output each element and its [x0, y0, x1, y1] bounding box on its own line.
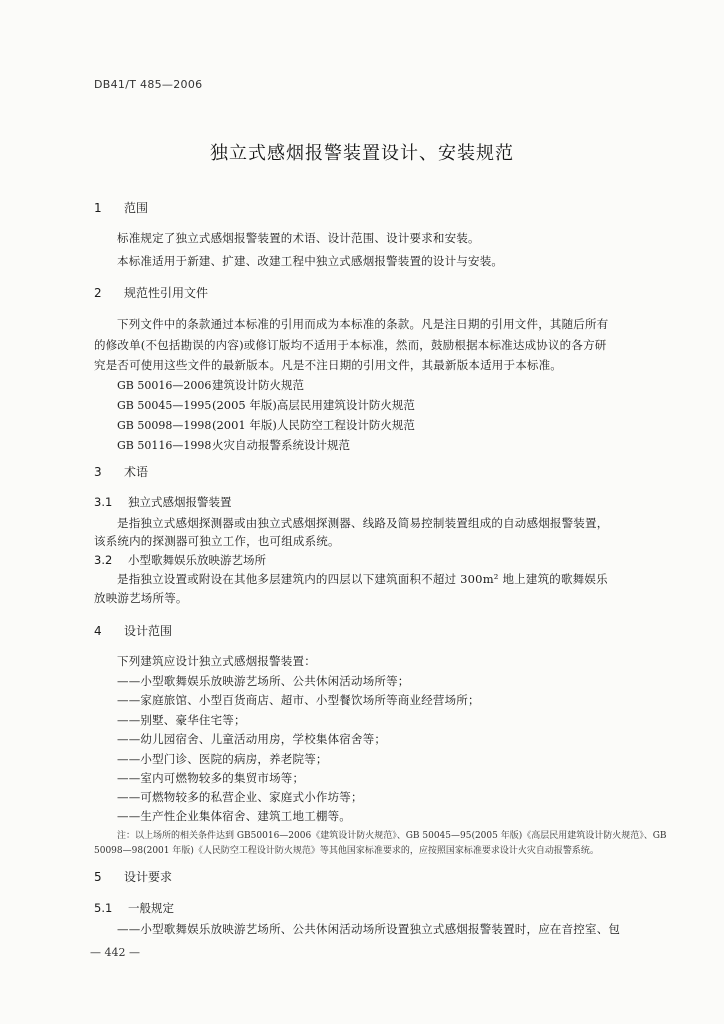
section-1-line-1: 标准规定了独立式感烟报警装置的术语、设计范围、设计要求和安装。 — [117, 231, 480, 245]
page-number: — 442 — — [90, 946, 140, 959]
section-2-line-3: 究是否可使用这些文件的最新版本。凡是不注日期的引用文件，其最新版本适用于本标准。 — [94, 358, 562, 372]
section-2-heading: 2 规范性引用文件 — [94, 286, 209, 300]
section-4-note-line-1: 注：以上场所的相关条件达到 GB50016—2006《建筑设计防火规范》、GB 50045—95(2005 年版)《高层民用建筑设计防火规范》、GB — [117, 831, 667, 841]
section-4-list-item: ——小型歌舞娱乐放映游艺场所、公共休闲活动场所等； — [117, 674, 410, 688]
section-3-2-line-1: 是指独立设置或附设在其他多层建筑内的四层以下建筑面积不超过 300m² 地上建筑的歌舞娱乐 — [117, 572, 608, 586]
section-4-list-item: ——可燃物较多的私营企业、家庭式小作坊等； — [117, 790, 363, 804]
section-3-1-line-2: 该系统内的探测器可独立工作，也可组成系统。 — [94, 534, 340, 548]
section-4-intro: 下列建筑应设计独立式感烟报警装置： — [117, 654, 316, 668]
section-2-line-1: 下列文件中的条款通过本标准的引用而成为本标准的条款。凡是注日期的引用文件，其随后所有 — [117, 317, 609, 331]
reference-item: GB 50045—1995(2005 年版)高层民用建筑设计防火规范 — [117, 398, 415, 412]
section-2-line-2: 的修改单(不包括勘误的内容)或修订版均不适用于本标准，然而，鼓励根据本标准达成协议的各方研 — [94, 338, 607, 352]
section-4-list-item: ——小型门诊、医院的病房，养老院等； — [117, 752, 328, 766]
section-4-list-item: ——幼儿园宿舍、儿童活动用房，学校集体宿舍等； — [117, 732, 387, 746]
section-4-list-item: ——别墅、豪华住宅等； — [117, 713, 246, 727]
section-3-heading: 3 术语 — [94, 465, 149, 479]
section-3-1-heading: 3.1 独立式感烟报警装置 — [94, 495, 232, 509]
section-4-list-item: ——生产性企业集体宿舍、建筑工地工棚等。 — [117, 809, 351, 823]
section-1-heading: 1 范围 — [94, 201, 149, 215]
section-5-1-line-1: ——小型歌舞娱乐放映游艺场所、公共休闲活动场所设置独立式感烟报警装置时，应在音控室、包 — [117, 922, 621, 936]
section-1-line-2: 本标准适用于新建、扩建、改建工程中独立式感烟报警装置的设计与安装。 — [117, 254, 504, 268]
section-3-1-line-1: 是指独立式感烟探测器或由独立式感烟探测器、线路及简易控制装置组成的自动感烟报警装置， — [117, 516, 609, 530]
section-4-list-item: ——室内可燃物较多的集贸市场等； — [117, 771, 305, 785]
reference-item: GB 50116—1998火灾自动报警系统设计规范 — [117, 438, 350, 452]
section-5-1-heading: 5.1 一般规定 — [94, 901, 174, 915]
section-4-list-item: ——家庭旅馆、小型百货商店、超市、小型餐饮场所等商业经营场所； — [117, 693, 480, 707]
reference-item: GB 50016—2006建筑设计防火规范 — [117, 378, 304, 392]
section-3-2-line-2: 放映游艺场所等。 — [94, 591, 188, 605]
section-4-note-line-2: 50098—98(2001 年版)《人民防空工程设计防火规范》等其他国家标准要求的，应按照国家标准要求设计火灾自动报警系统。 — [94, 846, 599, 856]
reference-item: GB 50098—1998(2001 年版)人民防空工程设计防火规范 — [117, 418, 415, 432]
section-5-heading: 5 设计要求 — [94, 870, 173, 884]
section-3-2-heading: 3.2 小型歌舞娱乐放映游艺场所 — [94, 553, 266, 567]
page-title: 独立式感烟报警装置设计、安装规范 — [210, 143, 514, 164]
section-4-heading: 4 设计范围 — [94, 624, 173, 638]
standard-code: DB41/T 485—2006 — [94, 78, 203, 91]
